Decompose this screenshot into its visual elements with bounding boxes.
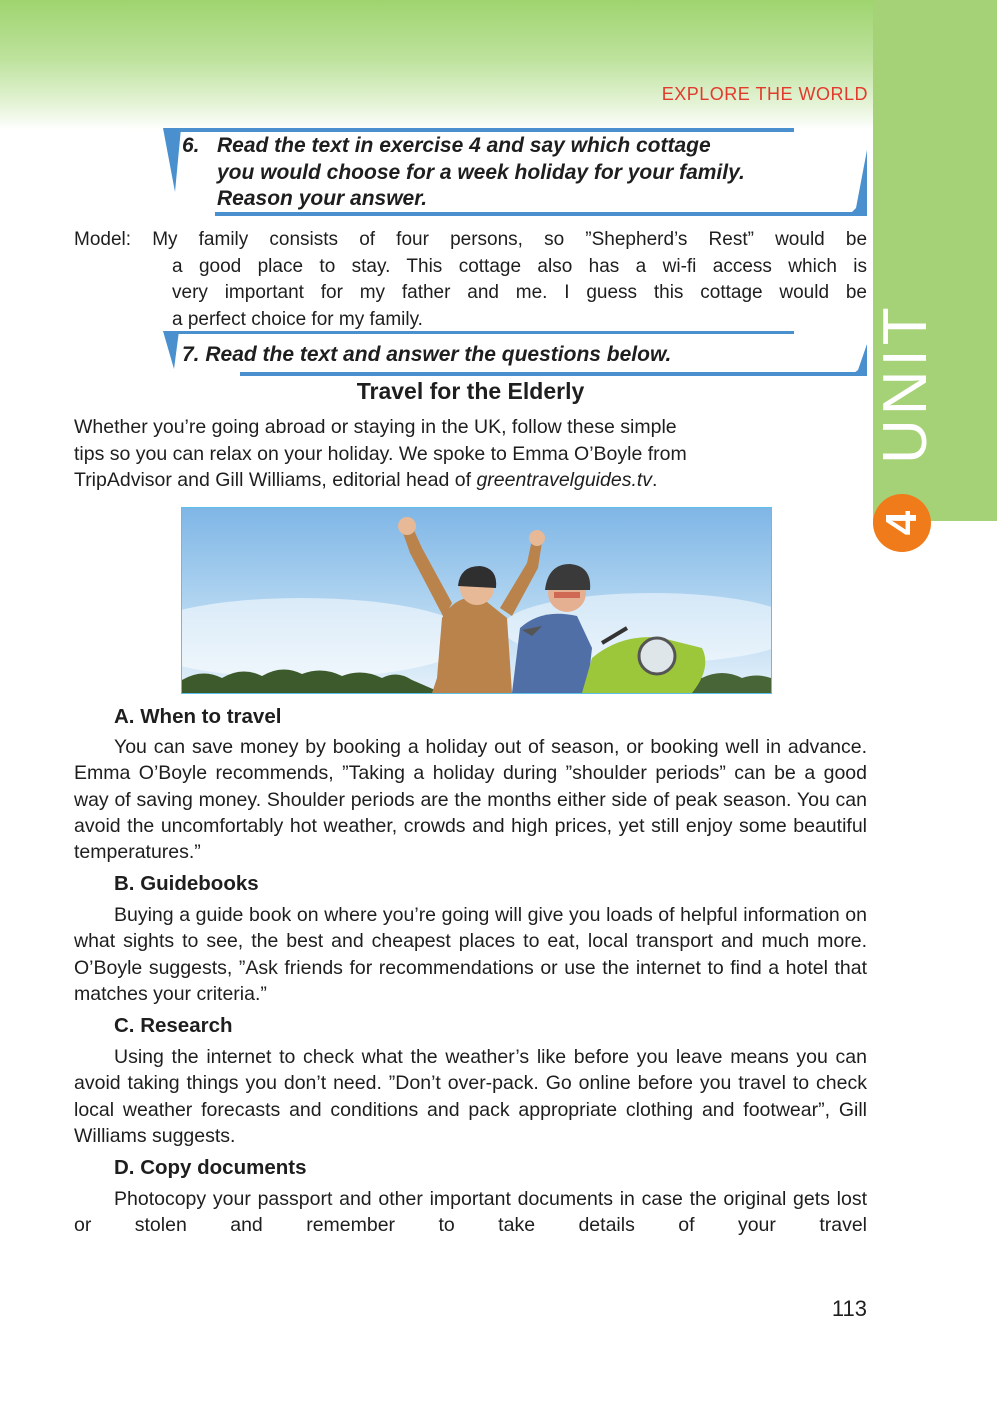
section-c-text (74, 1044, 867, 1149)
unit-label: UNIT (871, 303, 940, 464)
section-a-text (74, 734, 867, 865)
section-c-body: Using the internet to check what the weather’s like before you leave means you can avoid taking things you don’t need. ”Don’t over-pack. Go online before you travel to check local weather forecasts and conditions and pack appropriate clothing and footwear”, Gill Williams suggests. (74, 1046, 867, 1147)
section-d-text (74, 1186, 867, 1239)
model-line-4: a perfect choice for my family. (172, 308, 423, 330)
exercise-7-instruction (182, 342, 842, 369)
elderly-couple-on-scooter-photo (181, 507, 772, 694)
exercise-6-line-2: you would choose for a week holiday for your family. (217, 160, 745, 184)
exercise-7-top-rule (172, 331, 794, 334)
model-line-2: a good place to stay. This cottage also has a wi-fi access which is (172, 255, 867, 277)
section-b-text (74, 902, 867, 1007)
exercise-6-line-3: Reason your answer. (217, 187, 428, 210)
exercise-7-bottom-rule (240, 372, 867, 376)
exercise-6-left-accent (163, 128, 181, 192)
intro-line-1: Whether you’re going abroad or staying in the UK, follow these simple (74, 416, 677, 438)
model-label: Model: (74, 229, 132, 250)
exercise-7-number: 7. (182, 343, 200, 366)
exercise-6-instruction (182, 133, 862, 213)
section-b-body: Buying a guide book on where you’re going will give you loads of helpful information on what sights to see, the best and cheapest places to eat, local transport and much more. O’Boyle suggests, ”Ask friends for recommendations or use the internet to find a hotel that matches your criteria.” (74, 904, 867, 1005)
section-a-body: You can save money by booking a holiday out of season, or booking well in advance. Emma O’Boyle recommends, ”Taking a holiday during ”shoulder periods” can be a good way of saving money. Shoulder periods are the months either side of peak season. You can avoid the uncomfortably hot weather, crowds and high prices, yet still enjoy some beautiful temperatures.” (74, 736, 867, 864)
model-answer (74, 227, 867, 333)
exercise-6-line-1: Read the text in exercise 4 and say which cottage (217, 134, 711, 157)
intro-line-3: TripAdvisor and Gill Williams, editorial head of (74, 469, 477, 491)
intro-website: greentravelguides.tv (476, 469, 653, 491)
article-intro (74, 414, 867, 494)
exercise-7-right-accent (850, 344, 867, 376)
exercise-6-bottom-rule (215, 212, 867, 216)
intro-line-2: tips so you can relax on your holiday. We spoke to Emma O’Boyle from (74, 442, 687, 465)
header-gradient-band (0, 0, 873, 130)
intro-end: . (652, 469, 658, 491)
article-title: Travel for the Elderly (356, 378, 585, 404)
exercise-6-top-rule (172, 128, 794, 132)
section-a-heading: A. When to travel (114, 705, 282, 728)
model-line-1: My family consists of four persons, so ”Shepherd’s Rest” would be (152, 229, 868, 250)
model-line-3: very important for my father and me. I guess this cottage would be (172, 282, 867, 303)
exercise-7-left-accent (163, 331, 179, 369)
section-label: EXPLORE THE WORLD (661, 84, 868, 104)
page-number: 113 (831, 1296, 867, 1321)
section-b-heading: B. Guidebooks (114, 872, 259, 895)
section-d-heading: D. Copy documents (114, 1156, 307, 1179)
exercise-7-text: Read the text and answer the questions below. (205, 343, 672, 366)
section-d-body: Photocopy your passport and other important documents in case the original gets lost or stolen and remember to take details of your travel (74, 1188, 867, 1237)
section-c-heading: C. Research (114, 1014, 233, 1037)
unit-number-badge: 4 (873, 494, 931, 552)
exercise-6-number: 6. (182, 134, 200, 157)
